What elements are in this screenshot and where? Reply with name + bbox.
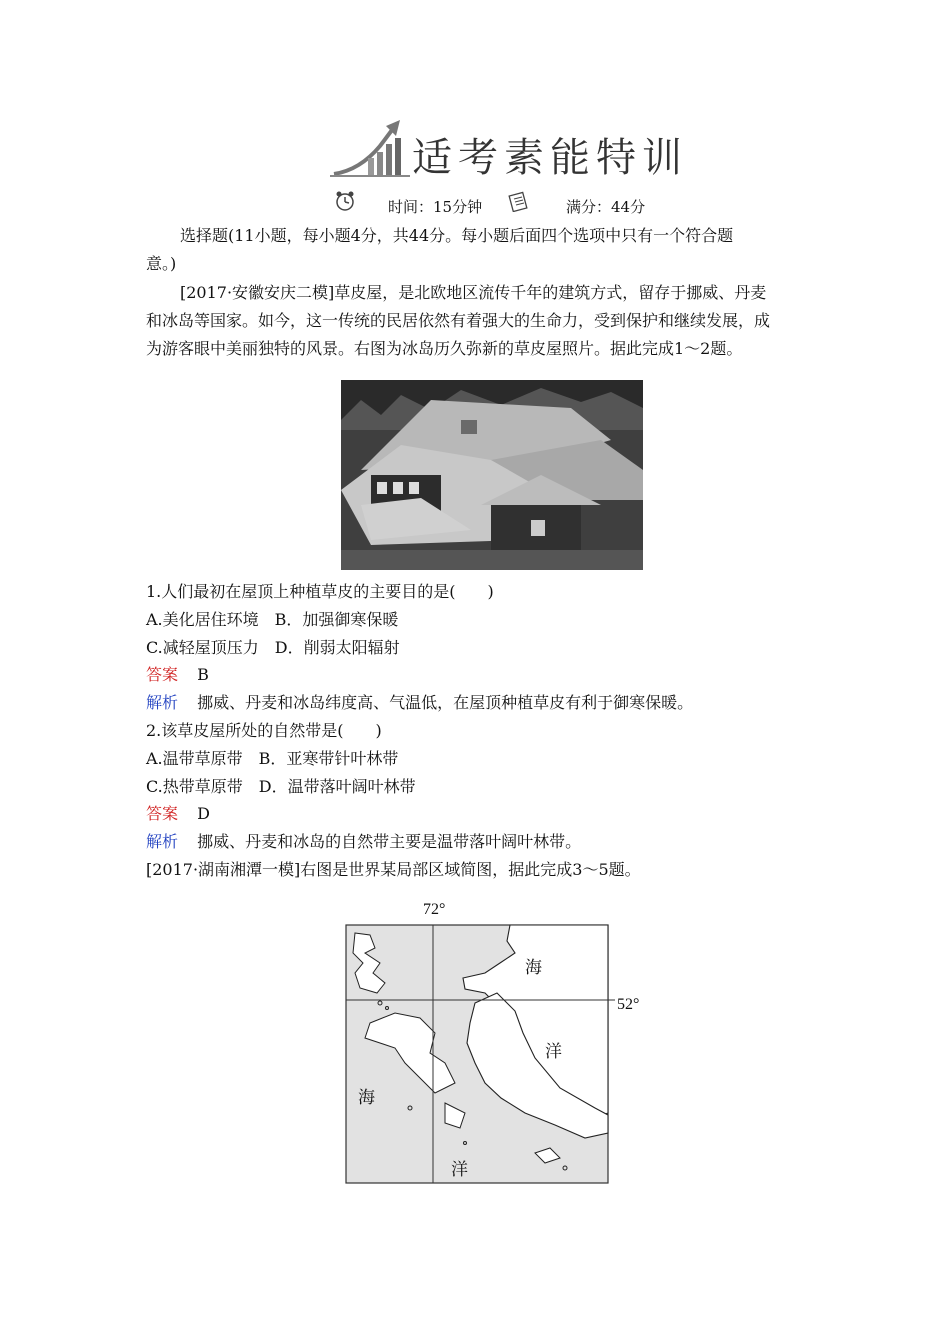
q1-analysis-row xyxy=(146,689,693,717)
q2-analysis-row xyxy=(146,828,581,856)
intro-line-1: 选择题(11小题，每小题4分，共44分。每小题后面四个选项中只有一个符合题 xyxy=(180,226,734,245)
turf-house-photo xyxy=(341,380,643,570)
q2-options-cd: C.热带草原带 D．温带落叶阔叶林带 xyxy=(146,777,416,796)
q1-stem: 1.人们最初在屋顶上种植草皮的主要目的是( ) xyxy=(146,582,494,601)
intro-line-2: 意。) xyxy=(146,254,177,273)
q2-stem: 2.该草皮屋所处的自然带是( ) xyxy=(146,721,382,740)
answer-label: 答案 xyxy=(146,665,179,684)
q2-answer-row xyxy=(146,800,210,828)
q2-options-ab: A.温带草原带 B．亚寒带针叶林带 xyxy=(146,749,399,768)
q1-answer-row xyxy=(146,661,209,689)
longitude-label: 72° xyxy=(423,901,446,918)
analysis-label: 解析 xyxy=(146,693,179,712)
sea-label: 海 xyxy=(358,1088,375,1108)
growth-chart-icon xyxy=(330,118,410,180)
passage1-line-1: [2017·安徽安庆二模]草皮屋，是北欧地区流传千年的建筑方式，留存于挪威、丹麦 xyxy=(180,283,767,302)
passage2-line-1: [2017·湖南湘潭一模]右图是世界某局部区域简图，据此完成3～5题。 xyxy=(146,860,641,879)
q1-options-cd: C.减轻屋顶压力 D．削弱太阳辐射 xyxy=(146,638,400,657)
region-map xyxy=(325,893,661,1198)
time-limit: 时间：15分钟 xyxy=(388,198,483,216)
q1-analysis: 挪威、丹麦和冰岛纬度高、气温低，在屋顶种植草皮有利于御寒保暖。 xyxy=(197,693,694,712)
q1-options-ab: A.美化居住环境 B．加强御寒保暖 xyxy=(146,610,399,629)
clock-icon xyxy=(334,190,356,212)
ocean-label: 洋 xyxy=(451,1160,468,1180)
analysis-label: 解析 xyxy=(146,832,179,851)
answer-label: 答案 xyxy=(146,804,179,823)
banner-title: 适考素能特训 xyxy=(412,135,688,181)
ocean-label: 洋 xyxy=(545,1042,562,1062)
q2-analysis: 挪威、丹麦和冰岛的自然带主要是温带落叶阔叶林带。 xyxy=(197,832,582,851)
full-score: 满分：44分 xyxy=(566,198,646,216)
sea-label: 海 xyxy=(525,958,542,978)
q1-answer: B xyxy=(197,665,209,684)
q2-answer: D xyxy=(197,804,210,823)
latitude-label: 52° xyxy=(617,996,640,1013)
passage1-line-3: 为游客眼中美丽独特的风景。右图为冰岛历久弥新的草皮屋照片。据此完成1～2题。 xyxy=(146,339,743,358)
passage1-line-2: 和冰岛等国家。如今，这一传统的民居依然有着强大的生命力，受到保护和继续发展，成 xyxy=(146,311,771,330)
paper-icon xyxy=(508,190,530,212)
section-banner xyxy=(330,118,688,182)
